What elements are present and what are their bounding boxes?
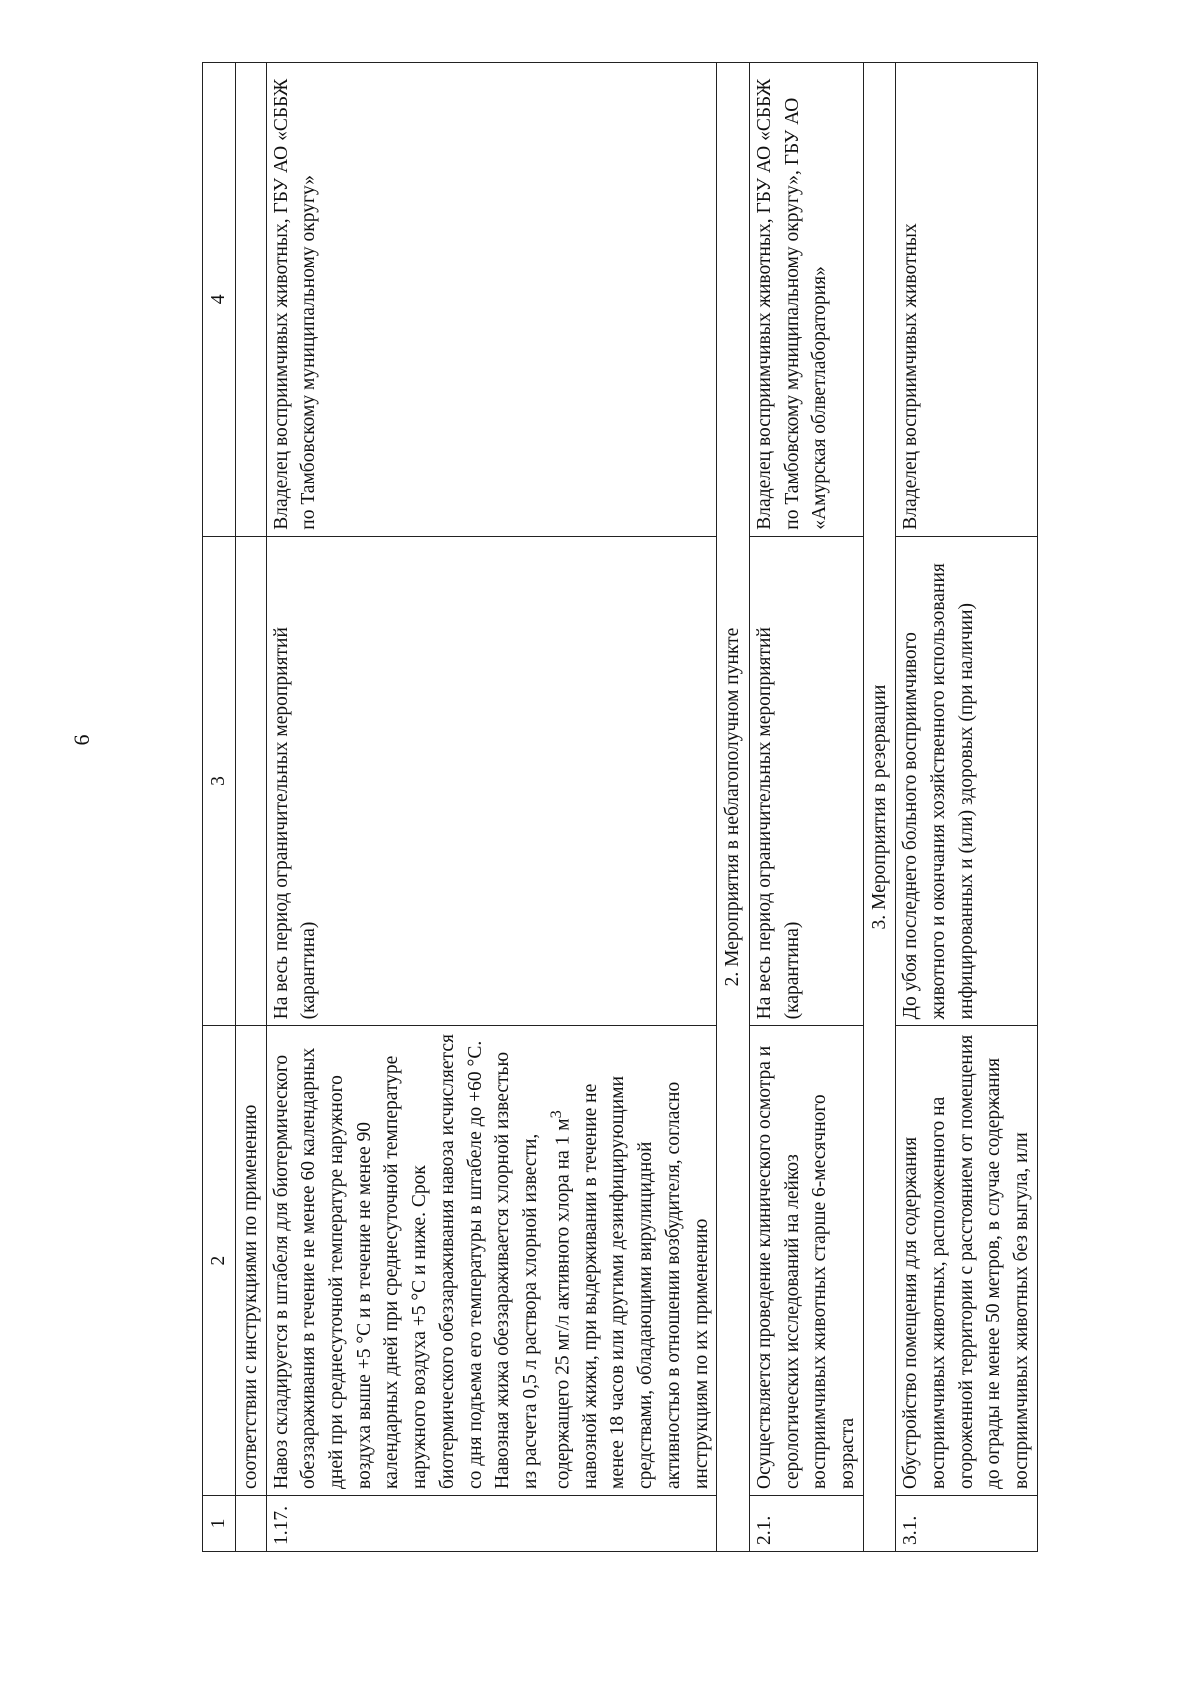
table-row xyxy=(896,63,1037,1552)
table-row xyxy=(266,63,717,1552)
row-number: 3.1. xyxy=(896,1496,1037,1552)
term-text: На весь период ограничительных мероприятий (карантина) xyxy=(749,536,863,1026)
header-col-2: 2 xyxy=(203,1026,236,1496)
row-number: 2.1. xyxy=(749,1496,863,1552)
measure-text: Обустройство помещения для содержания восприимчивых животных, расположенного на огороженной территории с расстоянием от помещения до ограды не менее 50 метров, в случае содержания восприимчивых животных без выгула, или xyxy=(896,1026,1037,1496)
measure-text: Осуществляется проведение клинического осмотра и серологических исследований на лейкоз восприимчивых животных старше 6-месячного возраста xyxy=(749,1026,863,1496)
measures-table xyxy=(202,62,1038,1552)
section-row xyxy=(717,63,750,1552)
responsible-text xyxy=(236,63,267,537)
measure-text: Навоз складируется в штабеля для биотермического обеззараживания в течение не менее 60 календарных дней при среднесуточной температуре наружного воздуха выше +5 °С и в течение не менее 90 календарных дней при среднесуточной температуре наружного воздуха +5 °С и ниже. Срок биотермического обеззараживания навоза исчисляется со дня подъема его температуры в штабеле до +60 °С. Навозная жижа обеззараживается хлорной известью из расчета 0,5 л раствора хлорной извести, содержащего 25 мг/л активного хлора на 1 $м^3$ навозной жижи, при выдерживании в течение не менее 18 часов или другими дезинфицирующими средствами, обладающими вирулицидной активностью в отношении возбудителя, согласно инструкциям по их применению xyxy=(266,1026,717,1496)
header-row xyxy=(203,63,236,1552)
measure-text: соответствии с инструкциями по применению xyxy=(236,1026,267,1496)
header-col-1: 1 xyxy=(203,1496,236,1552)
term-text xyxy=(236,536,267,1026)
page-number: 6 xyxy=(69,734,94,746)
header-col-4: 4 xyxy=(203,63,236,537)
section-title: 3. Мероприятия в резервации xyxy=(863,63,896,1552)
row-number xyxy=(236,1496,267,1552)
section-title: 2. Мероприятия в неблагополучном пункте xyxy=(717,63,750,1552)
row-number: 1.17. xyxy=(266,1496,717,1552)
header-col-3: 3 xyxy=(203,536,236,1026)
responsible-text: Владелец восприимчивых животных xyxy=(896,63,1037,537)
rotated-page xyxy=(202,62,1033,1552)
responsible-text: Владелец восприимчивых животных, ГБУ АО «СББЖ по Тамбовскому муниципальному округу» xyxy=(266,63,717,537)
table-row xyxy=(749,63,863,1552)
section-row xyxy=(863,63,896,1552)
term-text: На весь период ограничительных мероприятий (карантина) xyxy=(266,536,717,1026)
table-row xyxy=(236,63,267,1552)
responsible-text: Владелец восприимчивых животных, ГБУ АО «СББЖ по Тамбовскому муниципальному округу», ГБУ АО «Амурская облветлаборатория» xyxy=(749,63,863,537)
term-text: До убоя последнего больного восприимчивого животного и окончания хозяйственного использования инфицированных и (или) здоровых (при наличии) xyxy=(896,536,1037,1026)
